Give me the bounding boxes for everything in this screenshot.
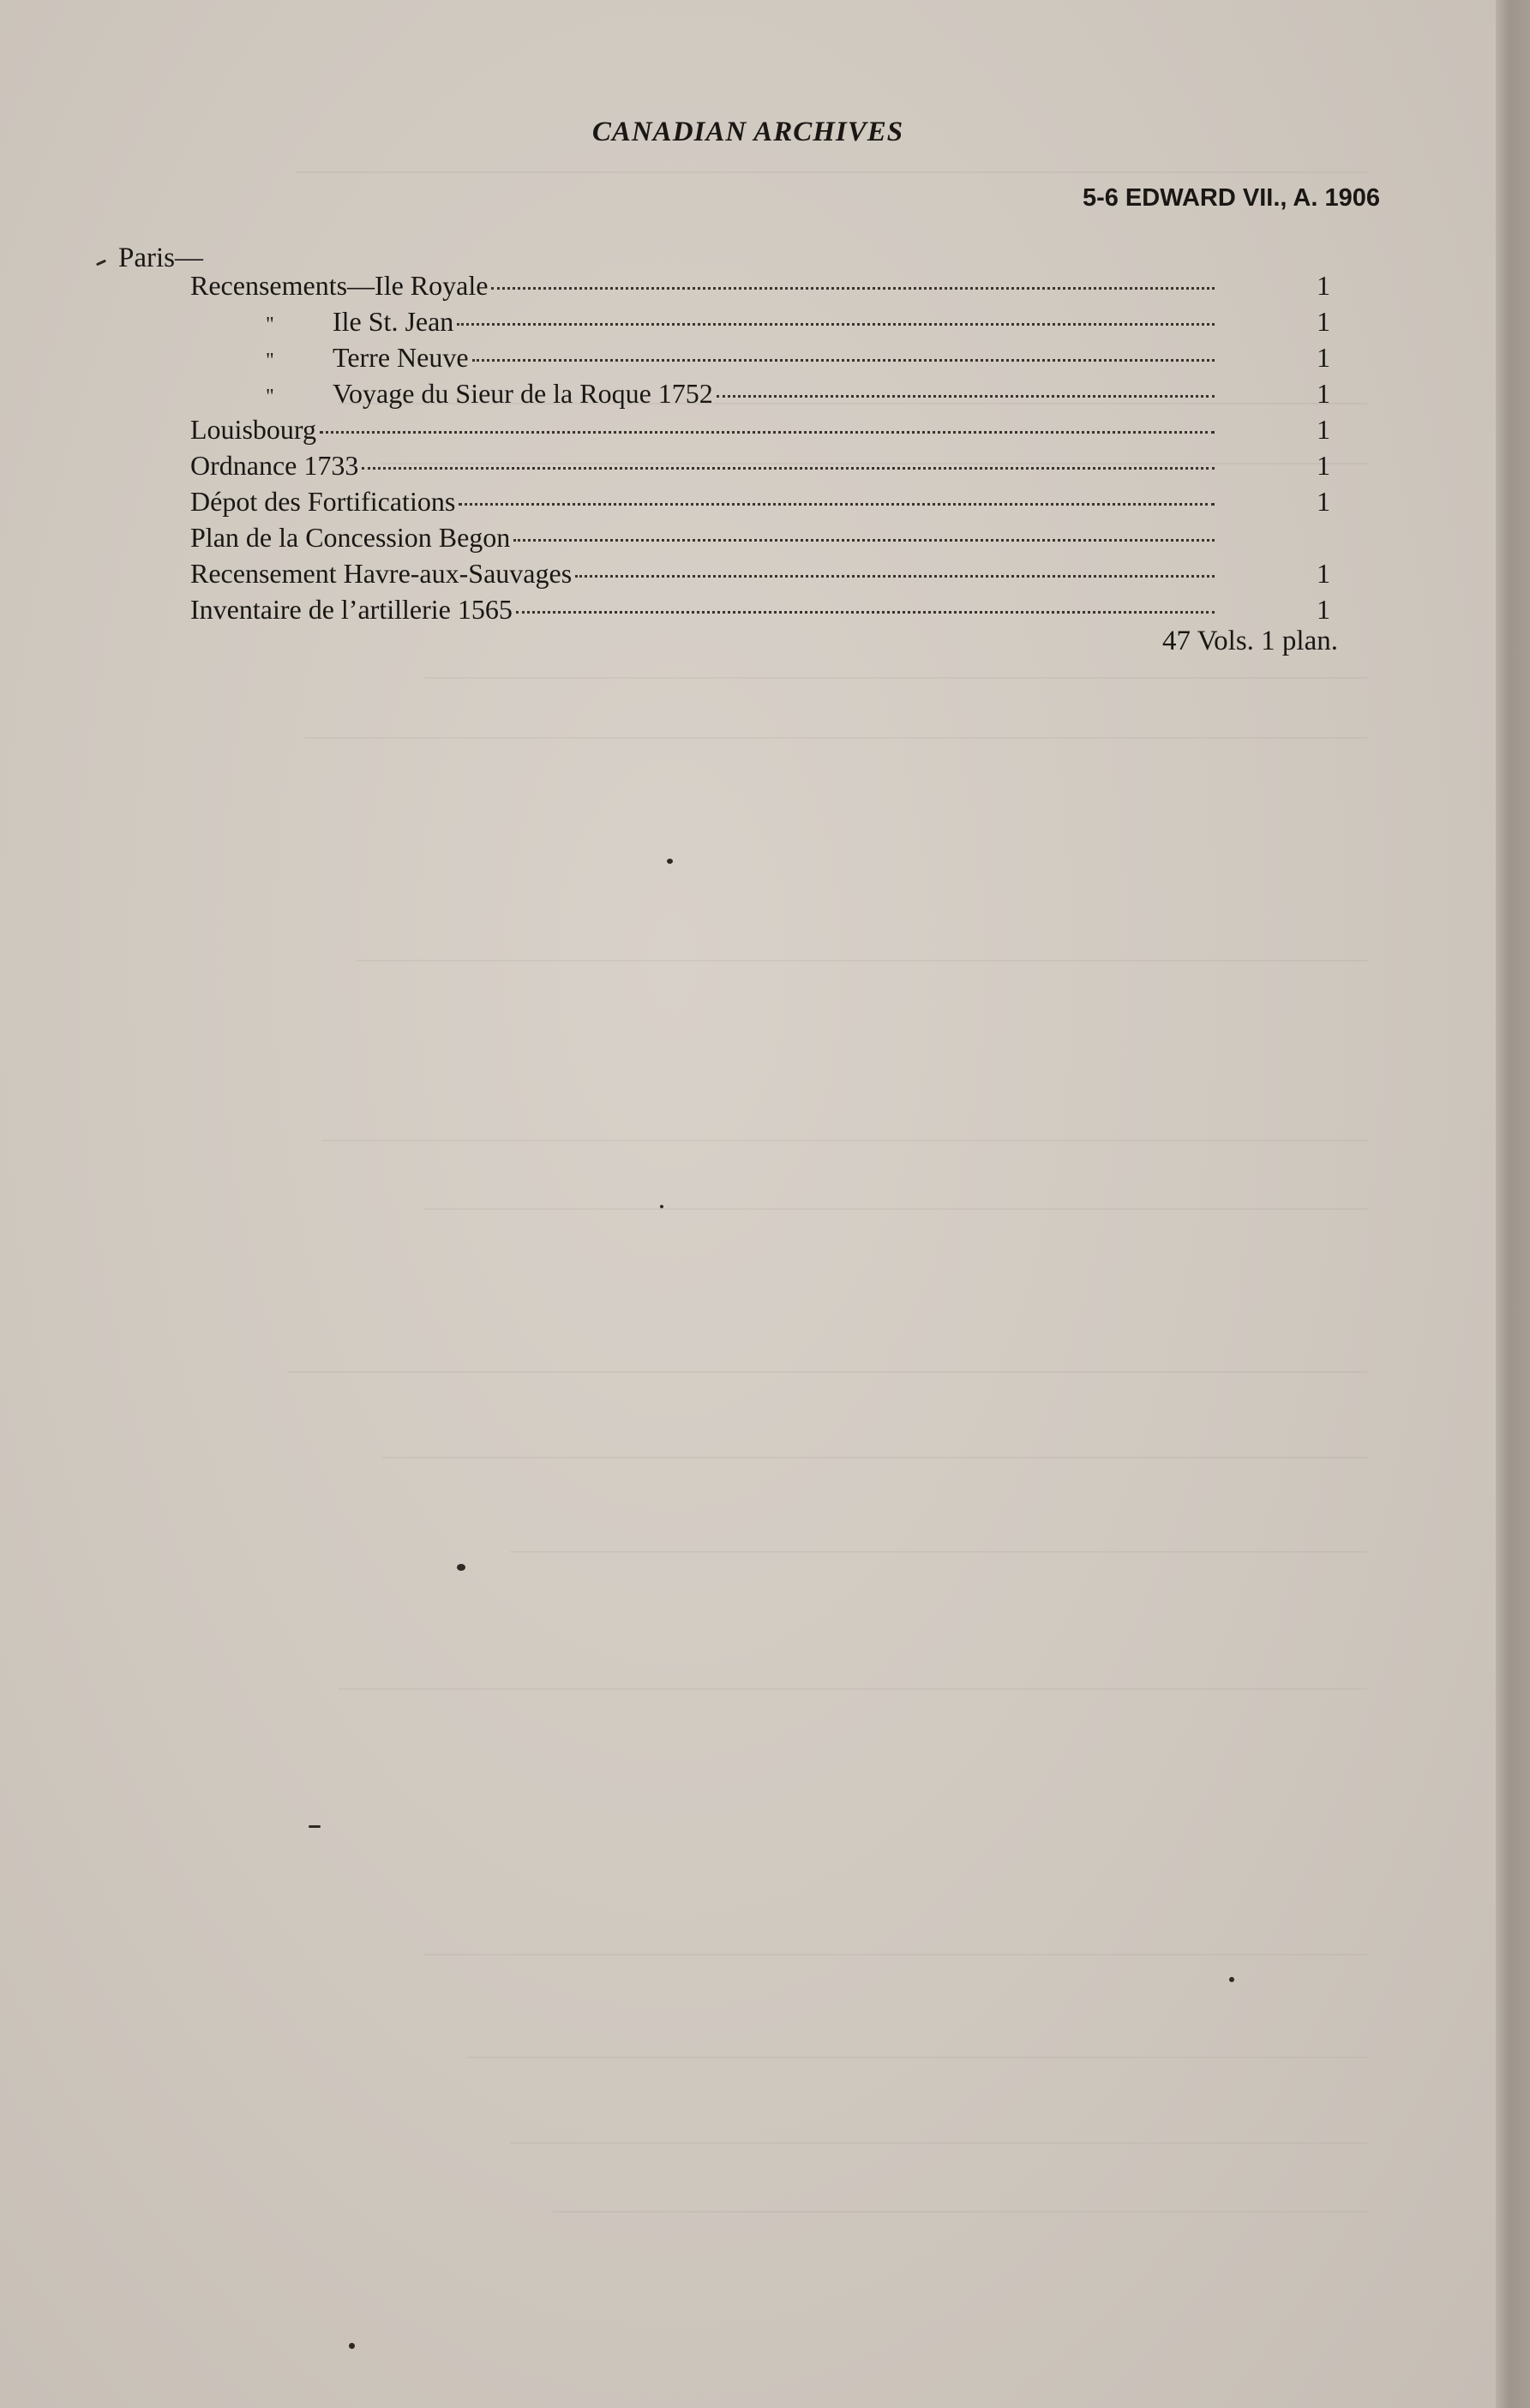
list-item: [266, 375, 1223, 411]
entry-label: Plan de la Concession Begon: [190, 522, 511, 553]
list-item: [190, 447, 1223, 483]
entry-count: 1: [1317, 306, 1330, 337]
ink-speck: [349, 2343, 355, 2349]
list-item: [190, 555, 1223, 591]
entry-prefix: Recensements—: [190, 270, 375, 301]
dot-leader: [516, 611, 1215, 614]
ink-speck: [309, 1825, 321, 1828]
entry-label: Louisbourg: [190, 414, 316, 445]
entry-label: Inventaire de l’artillerie 1565: [190, 594, 513, 625]
total-line: 47 Vols. 1 plan.: [1161, 626, 1338, 656]
entry-label: Voyage du Sieur de la Roque 1752: [333, 378, 713, 409]
dot-leader: [362, 467, 1215, 470]
list-item: [266, 339, 1223, 375]
list-item: [190, 267, 1223, 303]
dot-leader: [491, 287, 1215, 290]
entry-count: 1: [1317, 378, 1330, 409]
section-heading: Paris—: [118, 243, 203, 273]
list-item: [190, 519, 1223, 555]
dot-leader: [457, 323, 1215, 326]
ink-speck: [457, 1564, 465, 1571]
dot-leader: [575, 575, 1215, 578]
running-title: CANADIAN ARCHIVES: [591, 117, 904, 147]
ink-speck: [660, 1205, 663, 1208]
entry-count: 1: [1317, 450, 1330, 481]
dot-leader: [472, 359, 1215, 362]
entry-count: 1: [1317, 558, 1330, 589]
session-reference: 5-6 EDWARD VII., A. 1906: [1082, 184, 1380, 212]
ditto-mark: ": [266, 350, 274, 372]
dot-leader: [459, 503, 1215, 506]
entry-label: Terre Neuve: [333, 342, 469, 373]
ink-speck: [1229, 1977, 1234, 1982]
entry-label: Ile Royale: [375, 270, 489, 301]
entry-count: 1: [1317, 594, 1330, 625]
entry-count: 1: [1317, 342, 1330, 373]
entry-label: Dépot des Fortifications: [190, 486, 456, 517]
dot-leader: [717, 395, 1215, 398]
ink-speck: [667, 859, 673, 864]
entry-label: Ordnance 1733: [190, 450, 359, 481]
entry-count: 1: [1317, 270, 1330, 301]
list-item: [190, 411, 1223, 447]
list-item: [190, 483, 1223, 519]
dot-leader: [513, 539, 1215, 542]
entry-count: 1: [1317, 486, 1330, 517]
ditto-mark: ": [266, 314, 274, 336]
list-item: [266, 303, 1223, 339]
entry-label: Recensement Havre-aux-Sauvages: [190, 558, 573, 589]
entry-count: 1: [1317, 414, 1330, 445]
page-edge-shadow: [1496, 0, 1530, 2408]
entry-label: Ile St. Jean: [333, 306, 454, 337]
dot-leader: [320, 431, 1215, 434]
list-item: [190, 591, 1223, 627]
ditto-mark: ": [266, 386, 274, 408]
